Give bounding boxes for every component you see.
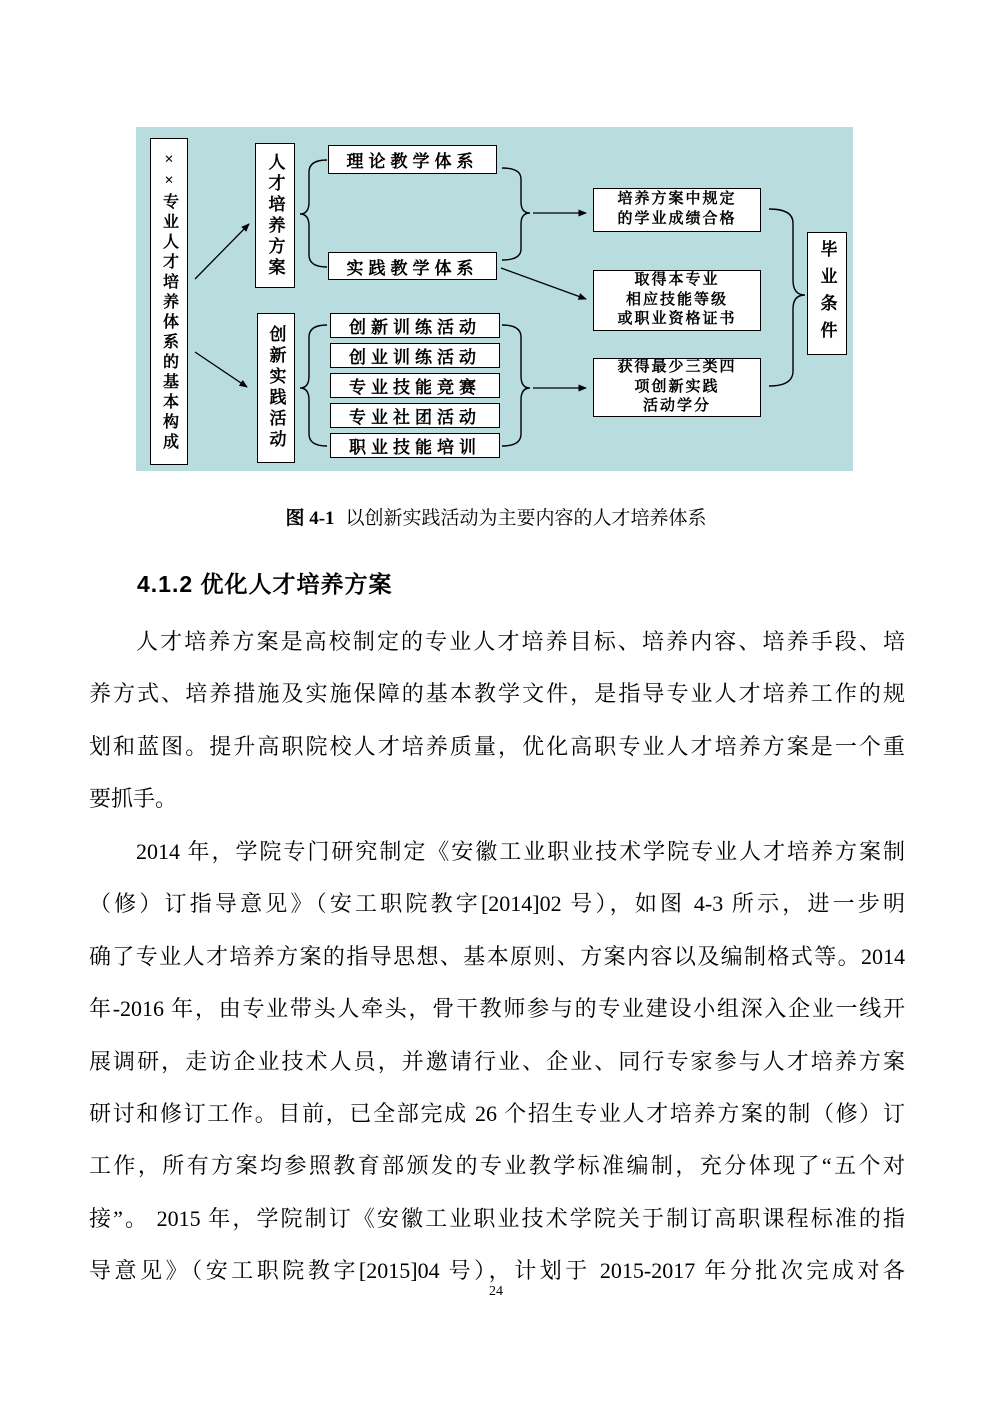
node-line: 培养方案中规定 bbox=[617, 191, 737, 208]
arrow-practice-to-certificate bbox=[501, 268, 586, 299]
brace-innovation-left bbox=[300, 325, 327, 446]
node-line: 活动学分 bbox=[642, 398, 711, 415]
paragraph-line: 导意见》（安工职院教字[2015]04 号），计划于 2015-2017 年分批次完成对各 bbox=[89, 1258, 905, 1284]
node-theory-system: 理论教学体系 bbox=[328, 145, 497, 174]
figure-caption-text: 以创新实践活动为主要内容的人才培养体系 bbox=[345, 508, 707, 529]
node-practice-system: 实践教学体系 bbox=[328, 252, 497, 280]
node-skill-certificate bbox=[593, 270, 761, 331]
node-vocational-training: 职业技能培训 bbox=[330, 433, 500, 458]
section-heading: 4.1.2 优化人才培养方案 bbox=[137, 571, 393, 597]
node-line: 项创新实践 bbox=[634, 378, 720, 395]
figure-caption-number: 图 4-1 bbox=[285, 508, 335, 529]
brace-graduation bbox=[769, 209, 805, 386]
node-skill-competition: 专业技能竞赛 bbox=[330, 373, 500, 398]
node-professional-club: 专业社团活动 bbox=[330, 403, 500, 428]
body-text bbox=[89, 616, 905, 1298]
paragraph-line: 工作，所有方案均参照教育部颁发的专业教学标准编制，充分体现了“五个对 bbox=[89, 1153, 905, 1179]
node-activity-credits bbox=[593, 358, 761, 417]
arrow-root-to-innovation bbox=[195, 352, 247, 387]
paragraph-line: 要抓手。 bbox=[89, 786, 178, 812]
paragraph-line: 接”。 2015 年，学院制订《安徽工业职业技术学院关于制订高职课程标准的指 bbox=[89, 1205, 905, 1231]
figure-caption bbox=[0, 503, 992, 530]
paragraph-line: 确了专业人才培养方案的指导思想、基本原则、方案内容以及编制格式等。2014 bbox=[89, 943, 905, 969]
node-line: 取得本专业 bbox=[634, 271, 720, 288]
paragraph-line: （修）订指导意见》（安工职院教字[2014]02 号），如图 4-3 所示，进一步明 bbox=[89, 891, 905, 917]
node-root: ××专业人才培养体系的基本构成 bbox=[150, 138, 188, 465]
paragraph-line: 养方式、培养措施及实施保障的基本教学文件，是指导专业人才培养工作的规 bbox=[89, 681, 905, 707]
node-line: 相应技能等级 bbox=[625, 291, 728, 308]
node-academic-grades bbox=[593, 188, 761, 232]
arrow-root-to-plan bbox=[195, 224, 249, 279]
paragraph-line: 研讨和修订工作。目前，已全部完成 26 个招生专业人才培养方案的制（修）订 bbox=[89, 1100, 905, 1126]
node-line: 获得最少三类四 bbox=[617, 358, 737, 375]
paragraph-line: 展调研，走访企业技术人员，并邀请行业、企业、同行专家参与人才培养方案 bbox=[89, 1048, 905, 1074]
node-line: 或职业资格证书 bbox=[617, 311, 737, 328]
node-line: 的学业成绩合格 bbox=[617, 211, 737, 227]
node-entrepreneurship-training: 创业训练活动 bbox=[330, 343, 500, 368]
node-graduation-conditions: 毕业条件 bbox=[807, 232, 847, 355]
brace-plan-left bbox=[300, 160, 327, 267]
paragraph-line: 划和蓝图。提升高职院校人才培养质量，优化高职专业人才培养方案是一个重 bbox=[89, 733, 905, 759]
paragraph-line: 人才培养方案是高校制定的专业人才培养目标、培养内容、培养手段、培 bbox=[136, 629, 905, 654]
node-talent-plan: 人才培养方案 bbox=[255, 143, 295, 288]
paragraph-line: 年-2016 年，由专业带头人牵头，骨干教师参与的专业建设小组深入企业一线开 bbox=[89, 996, 905, 1022]
paragraph-line: 2014 年，学院专门研究制定《安徽工业职业技术学院专业人才培养方案制 bbox=[136, 838, 905, 864]
figure-diagram bbox=[136, 127, 853, 471]
node-innovation-practice: 创新实践活动 bbox=[257, 313, 295, 463]
brace-teaching-right bbox=[502, 168, 530, 260]
page-number: 24 bbox=[489, 1284, 503, 1299]
brace-activities-right bbox=[502, 325, 530, 446]
node-innovation-training: 创新训练活动 bbox=[330, 313, 500, 338]
